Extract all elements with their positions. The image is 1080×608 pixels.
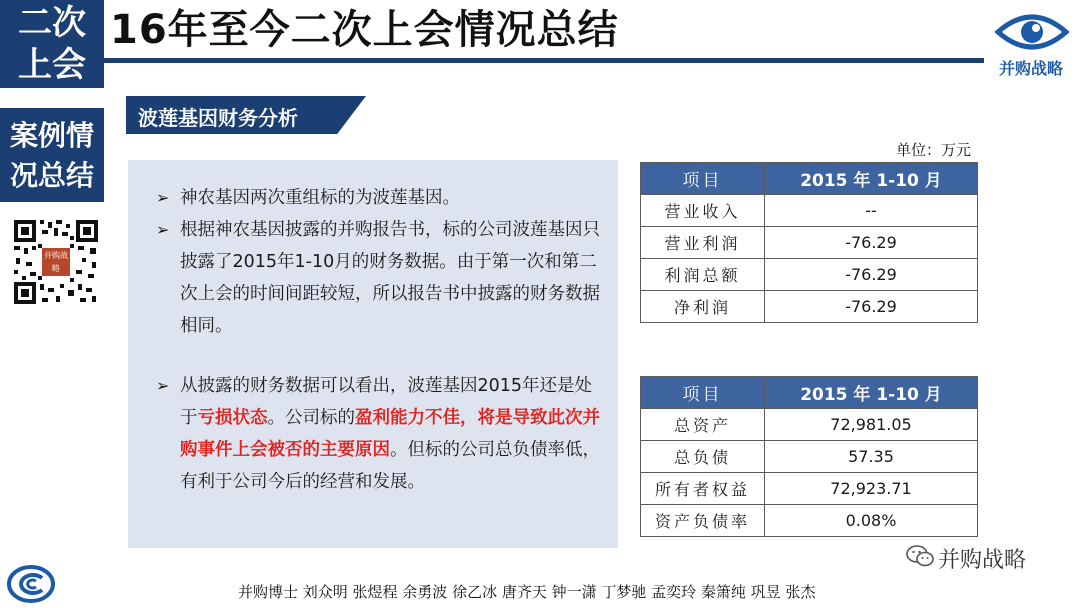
bullet-text (156, 182, 606, 214)
row-label-cell: 利润总额 (641, 259, 765, 291)
header-item: 项目 (641, 163, 765, 195)
income-table (640, 162, 978, 323)
table-row (641, 259, 978, 291)
bullet-text-segment: 神农基因两次重组标的为波莲基因。 (180, 188, 460, 208)
highlight-text: 亏损状态 (197, 408, 268, 428)
row-value-cell: -76.29 (765, 291, 978, 323)
table-header-row (641, 163, 978, 195)
section-tag-label: 波莲基因财务分析 (138, 106, 298, 130)
row-value-cell: 72,923.71 (765, 473, 978, 505)
qr-code-image (12, 218, 100, 306)
section-title-line-2: 上会 (18, 45, 86, 85)
header-period: 2015 年 1-10 月 (765, 163, 978, 195)
bullet-text (156, 370, 606, 498)
row-value-cell: 57.35 (765, 441, 978, 473)
bullet-item (156, 182, 606, 214)
bullet-text-segment: 从披露的财务数据可以看出，波莲基因2015年还是处于 (180, 376, 593, 428)
bullet-item (156, 370, 606, 498)
brand-name: 并购战略 (998, 59, 1063, 78)
row-label-cell: 营业收入 (641, 195, 765, 227)
arrow-bullet-icon: ➢ (156, 376, 170, 395)
table-row (641, 227, 978, 259)
header-item: 项目 (641, 377, 765, 409)
bullet-text-segment: 根据神农基因披露的并购报告书，标的公司波莲基因只披露了2015年1-10月的财务数据。由于第一次和第二次上会的时间间距较短，所以报告书中披露的财务数据相同。 (180, 220, 600, 336)
page-title: 16年至今二次上会情况总结 (110, 7, 619, 53)
row-label-cell: 净利润 (641, 291, 765, 323)
arrow-bullet-icon: ➢ (156, 220, 170, 239)
row-label-cell: 所有者权益 (641, 473, 765, 505)
bullet-text-segment: 。但标的公司总负债率低，有利于公司今后的经营和发展。 (180, 440, 600, 492)
unit-label: 单位：万元 (896, 141, 972, 159)
table-row (641, 473, 978, 505)
section-title-block (0, 0, 104, 88)
bullet-text (156, 214, 606, 342)
table-row (641, 291, 978, 323)
subsection-title-line-2: 况总结 (9, 159, 94, 192)
row-value-cell: 0.08% (765, 505, 978, 537)
bullet-item (156, 214, 606, 342)
table-header-row (641, 377, 978, 409)
row-label-cell: 资产负债率 (641, 505, 765, 537)
section-title-line-1: 二次 (18, 3, 86, 43)
title-divider (104, 58, 984, 63)
table-row (641, 195, 978, 227)
row-label-cell: 总资产 (641, 409, 765, 441)
authors-footer: 并购博士 刘众明 张煜程 余勇波 徐乙冰 唐齐天 钟一潇 丁梦驰 孟奕玲 秦箫纯 巩昱 张杰 (238, 583, 816, 601)
table-row (641, 505, 978, 537)
company-logo-icon (6, 564, 56, 604)
subsection-title-line-1: 案例情 (9, 119, 94, 152)
header-period: 2015 年 1-10 月 (765, 377, 978, 409)
wechat-icon (906, 544, 934, 568)
highlight-text: 盈利能力不佳，将是导致此次并购事件上会被否的主要原因 (180, 408, 600, 460)
row-value-cell: -- (765, 195, 978, 227)
row-label-cell: 总负债 (641, 441, 765, 473)
row-value-cell: 72,981.05 (765, 409, 978, 441)
table-row (641, 441, 978, 473)
table-row (641, 409, 978, 441)
qr-badge: 并购战略 (42, 248, 70, 276)
arrow-bullet-icon: ➢ (156, 188, 170, 207)
bullet-text-segment: 。公司标的 (267, 408, 355, 428)
eye-logo-icon (994, 8, 1070, 58)
row-value-cell: -76.29 (765, 259, 978, 291)
balance-table (640, 376, 978, 537)
row-value-cell: -76.29 (765, 227, 978, 259)
subsection-title-block (0, 108, 104, 202)
row-label-cell: 营业利润 (641, 227, 765, 259)
analysis-text-panel (128, 160, 618, 548)
watermark-text: 并购战略 (938, 548, 1027, 573)
section-tag (126, 96, 366, 134)
